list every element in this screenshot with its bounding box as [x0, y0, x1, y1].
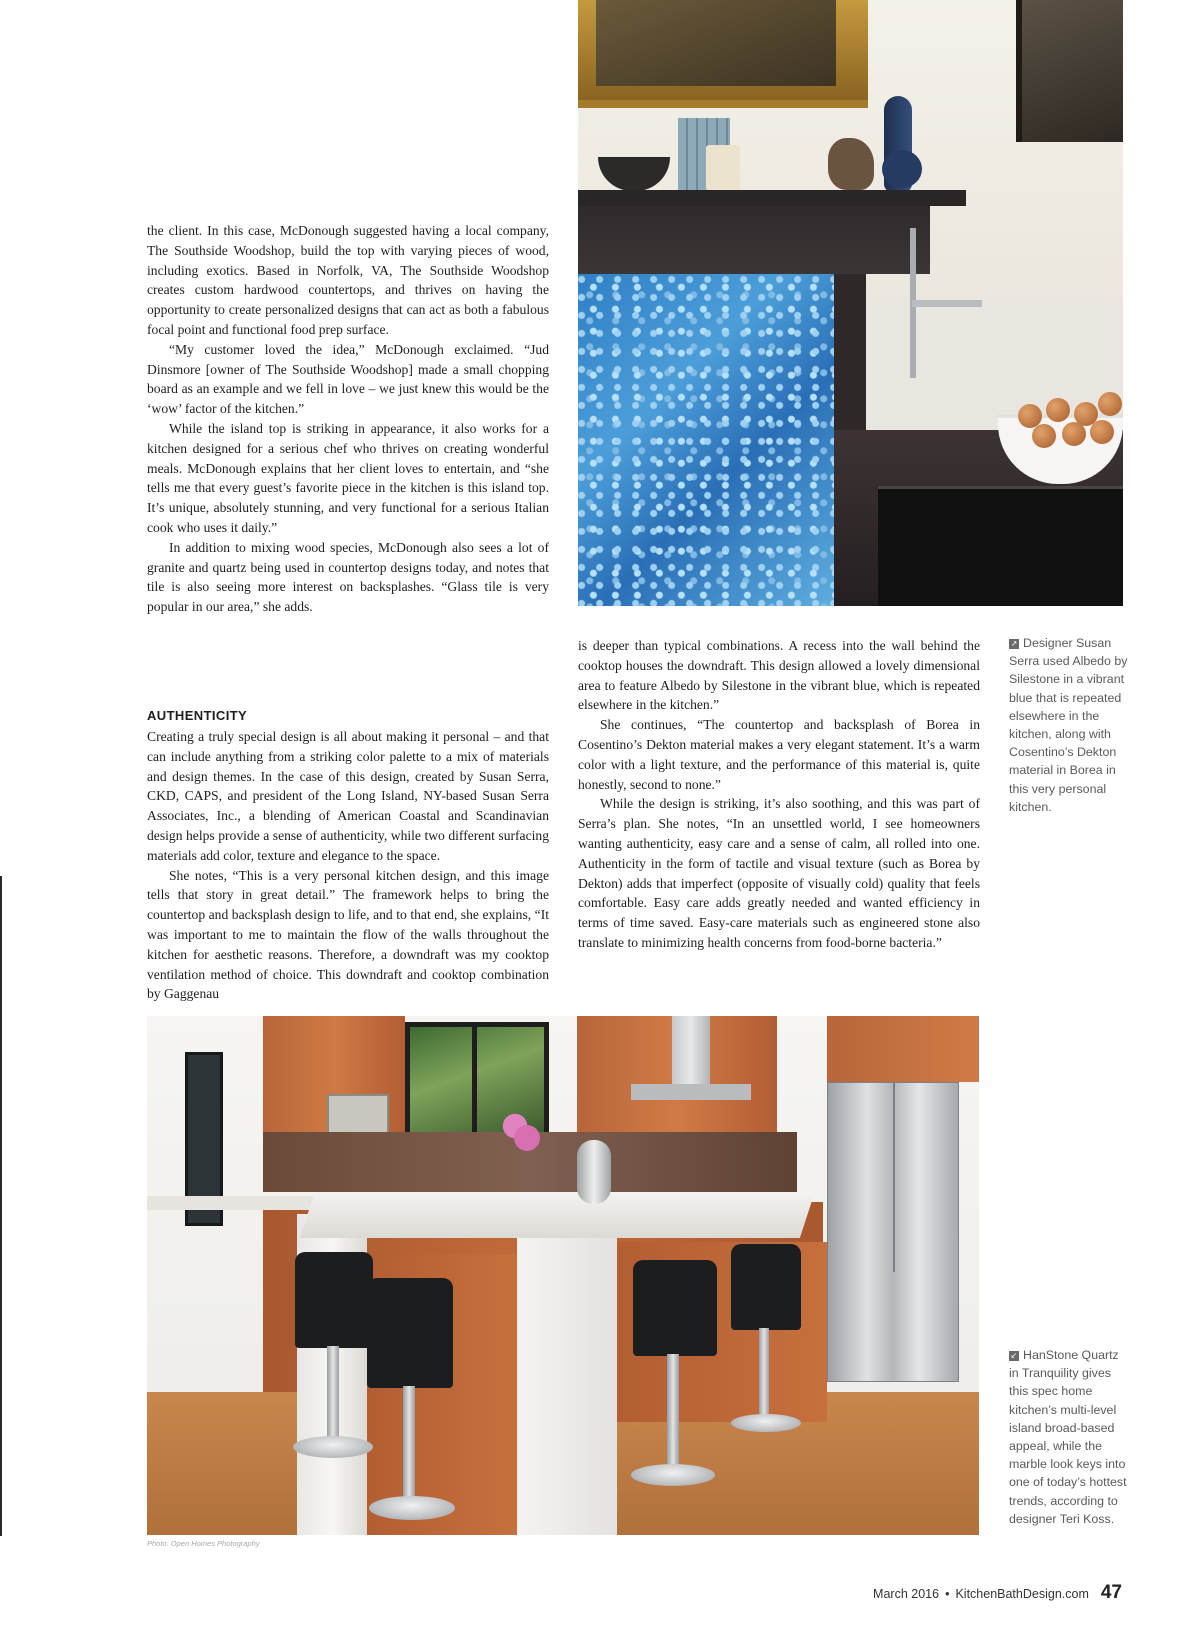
paragraph: While the island top is striking in appearance, it also works for a kitchen designed for a serious chef who thrives on creating wonderful meals. McDonough explains that her client loves to entertain, and “she tells me that every guest’s favorite piece in the kitchen is this island top. It’s unique, absolutely stunning, and very functional for a serious Italian cook who uses it daily.”: [147, 420, 549, 535]
photo-caption-bottom: [1009, 1346, 1129, 1528]
website-link[interactable]: KitchenBathDesign.com: [955, 1587, 1089, 1601]
margin-rule: [0, 876, 2, 1536]
article-column-left-top: [147, 221, 549, 617]
section-heading: AUTHENTICITY: [147, 708, 248, 723]
paragraph: She notes, “This is a very personal kitchen design, and this image tells that story in great detail.” The framework helps to bring the countertop and backsplash design to life, and to that end, she explains, “It was important to me to maintain the flow of the walls throughout the kitchen for aesthetic reasons. Therefore, a downdraft was my cooktop ventilation method of choice. This downdraft and cooktop combination by Gaggenau: [147, 867, 549, 1002]
footer-separator: •: [945, 1587, 950, 1601]
issue-date: March 2016: [873, 1587, 940, 1601]
paragraph: Creating a truly special design is all about making it personal – and that can include anything from a striking color palette to a mix of materials and design themes. In the case of this design, created by Susan Serra, CKD, CAPS, and president of the Long Island, NY-based Susan Serra Associates, Inc., a blending of American Coastal and Scandinavian design helps provide a sense of authenticity, while two different surfacing materials add color, texture and elegance to the space.: [147, 729, 549, 863]
page-footer: [873, 1582, 1122, 1604]
photo-credit: Photo: Open Homes Photography: [147, 1539, 260, 1548]
paragraph: is deeper than typical combinations. A recess into the wall behind the cooktop houses the downdraft. This design allowed a lovely dimensional area to feature Albedo by Silestone in the vibrant blue, which is repeated elsewhere in the kitchen.”: [578, 638, 980, 713]
article-column-left-bottom: [147, 688, 549, 1004]
paragraph: While the design is striking, it’s also soothing, and this was part of Serra’s plan. She notes, “In an unsettled world, I see homeowners wanting authenticity, easy care and a sense of calm, all rolled into one. Authenticity in the form of tactile and visual texture (such as Borea by Dekton) adds that imperfect (opposite of visually cold) quality that feels comfortable. Easy care adds greatly needed and wanted efficiency in terms of time saved. Easy-care materials such as engineered stone also translate to minimizing health concerns from food-borne bacteria.”: [578, 796, 980, 950]
arrow-down-left-icon: ↙: [1010, 1351, 1018, 1360]
caption-text: Designer Susan Serra used Albedo by Silestone in a vibrant blue that is repeated elsewhere in the kitchen, along with Cosentino’s Dekton material in Borea in this very personal kitchen.: [1009, 636, 1128, 814]
page-number: 47: [1100, 1582, 1122, 1603]
kitchen-island-photo: [147, 1016, 979, 1535]
arrow-up-right-icon: ↗: [1010, 639, 1018, 648]
paragraph: She continues, “The countertop and backsplash of Borea in Cosentino’s Dekton material makes a very elegant statement. It’s a warm color with a light texture, and the performance of this material is, quite honestly, second to none.”: [578, 717, 980, 792]
paragraph: “My customer loved the idea,” McDonough exclaimed. “Jud Dinsmore [owner of The Southside Woodshop] made a small chopping board as an example and we fell in love – we just knew this would be the ‘wow’ factor of the kitchen.”: [147, 341, 549, 417]
kitchen-backsplash-photo: [578, 0, 1123, 606]
caption-text: HanStone Quartz in Tranquility gives this spec home kitchen’s multi-level island broad-based appeal, while the marble look keys into one of today’s hottest trends, according to designer Teri Koss.: [1009, 1348, 1127, 1526]
paragraph: In addition to mixing wood species, McDonough also sees a lot of granite and quartz being used in countertop designs today, and notes that tile is also seeing more interest on backsplashes. “Glass tile is very popular in our area,” she adds.: [147, 539, 549, 615]
article-column-right: [578, 636, 980, 953]
photo-caption-top: [1009, 634, 1129, 816]
paragraph: the client. In this case, McDonough suggested having a local company, The Southside Woodshop, build the top with varying pieces of wood, including exotics. Based in Norfolk, VA, The Southside Woodshop creates custom hardwood countertops, and thrives on having the opportunity to create personalized designs that can act as both a fabulous focal point and functional food prep surface.: [147, 223, 549, 337]
